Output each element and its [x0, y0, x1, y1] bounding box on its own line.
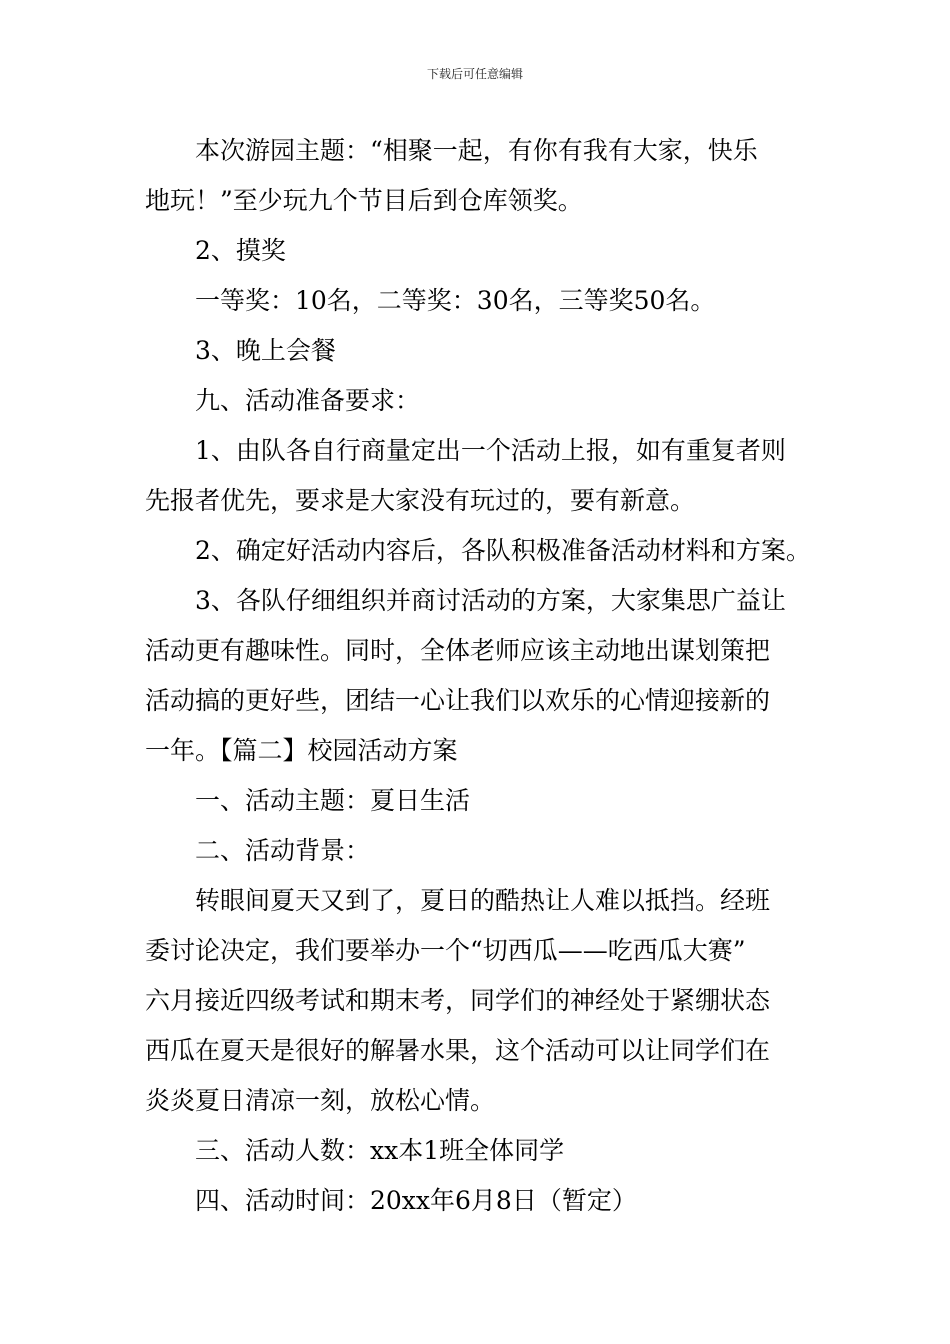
paragraph-line: 活动搞的更好些，团结一心让我们以欢乐的心情迎接新的: [145, 686, 771, 715]
paragraph-line: 炎炎夏日清凉一刻，放松心情。: [145, 1086, 496, 1115]
paragraph-line: 2、确定好活动内容后，各队积极准备活动材料和方案。: [195, 536, 811, 565]
paragraph-line: 一年。【篇二】校园活动方案: [145, 736, 458, 765]
paragraph-line: 一等奖：10名，二等奖：30名，三等奖50名。: [195, 286, 716, 315]
section-heading: 九、活动准备要求：: [195, 386, 421, 415]
paragraph-line: 委讨论决定，我们要举办一个“切西瓜——吃西瓜大赛”: [145, 936, 746, 965]
paragraph-line: 本次游园主题：“相聚一起，有你有我有大家，快乐: [195, 136, 758, 165]
paragraph-line: 3、晚上会餐: [195, 336, 336, 365]
section-heading: 三、活动人数：xx本1班全体同学: [195, 1136, 565, 1165]
paragraph-line: 地玩！”至少玩九个节目后到仓库领奖。: [145, 186, 583, 215]
paragraph-line: 2、摸奖: [195, 236, 286, 265]
paragraph-line: 转眼间夏天又到了，夏日的酷热让人难以抵挡。经班: [195, 886, 771, 915]
paragraph-line: 1、由队各自行商量定出一个活动上报，如有重复者则: [195, 436, 786, 465]
paragraph-line: 先报者优先，要求是大家没有玩过的，要有新意。: [145, 486, 696, 515]
section-heading: 四、活动时间：20xx年6月8日（暂定）: [195, 1186, 637, 1215]
paragraph-line: 六月接近四级考试和期末考，同学们的神经处于紧绷状态: [145, 986, 771, 1015]
page-header: 下载后可任意编辑: [426, 67, 523, 81]
paragraph-line: 西瓜在夏天是很好的解暑水果，这个活动可以让同学们在: [145, 1036, 771, 1065]
section-heading: 一、活动主题：夏日生活: [195, 786, 471, 815]
section-heading: 二、活动背景：: [195, 836, 371, 865]
paragraph-line: 活动更有趣味性。同时，全体老师应该主动地出谋划策把: [145, 636, 771, 665]
document-body: [145, 126, 810, 1226]
paragraph-line: 3、各队仔细组织并商讨活动的方案，大家集思广益让: [195, 586, 786, 615]
